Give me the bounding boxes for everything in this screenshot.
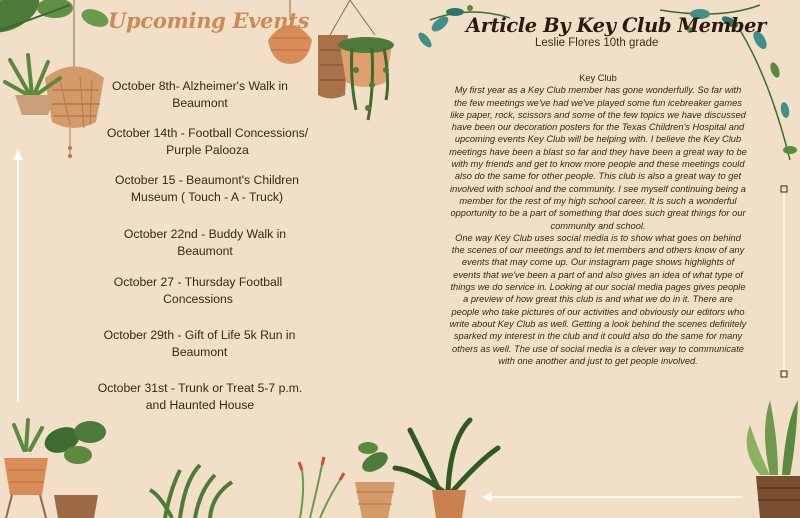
red-flower-plant-icon (299, 457, 344, 518)
event-item: October 27 - Thursday Football Concessions (113, 275, 283, 306)
event-item: October 8th- Alzheimer's Walk in Beaumont (112, 79, 288, 110)
event-item: October 22nd - Buddy Walk in Beaumont (123, 227, 287, 258)
hanging-planter-icon (318, 0, 394, 120)
arrow-up-icon (13, 150, 23, 402)
grass-plant-icon (150, 465, 232, 518)
article-byline: Leslie Flores 10th grade (535, 37, 659, 49)
article-paragraph: My first year as a Key Club member has gone wonderfully. So far with the few meetings we've had we've played some fun icebreaker games like paper, rock, scissors and some of the few topics we have discussed have been our decoration posters for the Texas Children's Hospital and upcoming events Key Club will be helping with. I believe the Key Club meetings have been a blast so far and they have been a great way to be with my friends and get to know more people and these meetings could also do the same for other people. This club is also a great way to get involved with school and the community. I see myself continuing being a member for the rest of my high school career. It is such a wonderful opportunity to be a part of something that does such great things for our community and school. (449, 85, 747, 231)
leafy-plant-icon (395, 420, 498, 518)
potted-plant-left-icon (4, 420, 48, 518)
event-item: October 31st - Trunk or Treat 5-7 p.m. and Haunted House (97, 381, 303, 412)
article-body (448, 72, 748, 367)
article-heading: Key Club (579, 73, 617, 83)
snake-plant-icon (747, 400, 800, 518)
event-item: October 14th - Football Concessions/ Purple Palooza (106, 126, 309, 157)
potted-plant-middle-icon (355, 442, 395, 518)
event-item: October 29th - Gift of Life 5k Run in Beaumont (103, 328, 296, 359)
arrow-left-icon (482, 492, 742, 502)
monstera-plant-icon (41, 421, 106, 518)
top-left-leaves-icon (0, 0, 111, 41)
events-title: Upcoming Events (108, 8, 310, 33)
article-title: Article By Key Club Member (466, 14, 767, 37)
article-paragraph: One way Key Club uses social media is to show what goes on behind the scenes of our meetings and to let members and others know of any events that may come up. Our instagram page shows highlights of events that we've been a part of and also gives an idea of what type of things we do service in. Looking at our social media pages gives people a preview of how great this club is and what we do in it. There are people who take pictures of our activities and obviously our editors who write about Key Club as well. Getting a look behind the scenes definitely sparked my interest in the club and it could also do the same for many others as well. The use of social media is a clever way to communicate with one another and just to get people involved. (449, 232, 747, 366)
vertical-line-icon (781, 186, 787, 378)
event-item: October 15 - Beaumont's Children Museum ( Touch - A - Truck) (115, 173, 299, 204)
